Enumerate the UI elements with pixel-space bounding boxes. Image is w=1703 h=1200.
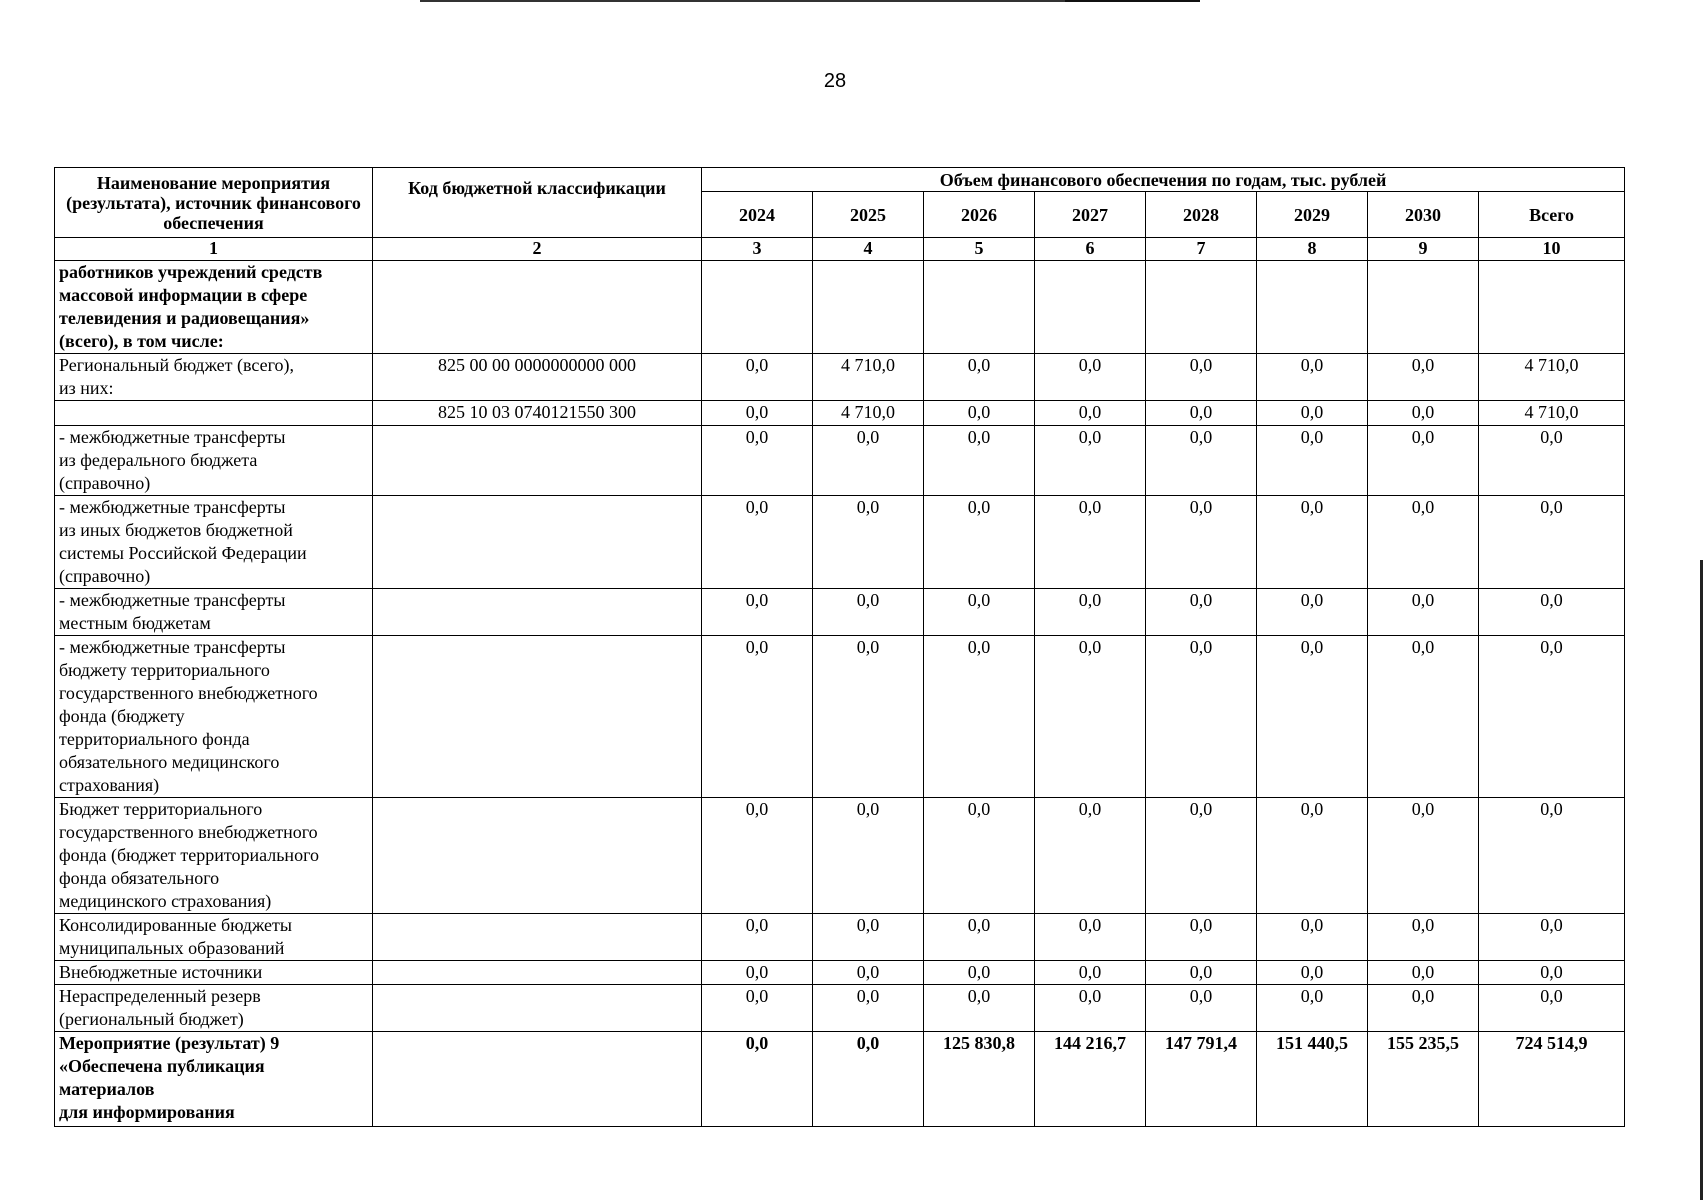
column-number: 3 [702, 238, 813, 261]
header-total: Всего [1479, 192, 1625, 238]
row-value: 0,0 [1257, 496, 1368, 589]
table-row [55, 985, 1625, 1032]
column-numbers-row [55, 238, 1625, 261]
row-value: 151 440,5 [1257, 1032, 1368, 1127]
row-value: 0,0 [1368, 636, 1479, 798]
row-value: 0,0 [702, 985, 813, 1032]
row-code: 825 00 00 0000000000 000 [373, 354, 702, 401]
row-value: 0,0 [924, 961, 1035, 985]
row-total: 4 710,0 [1479, 354, 1625, 401]
row-value: 0,0 [1257, 401, 1368, 426]
row-total: 0,0 [1479, 798, 1625, 914]
row-code [373, 636, 702, 798]
row-value: 0,0 [1257, 961, 1368, 985]
row-value: 0,0 [1035, 426, 1146, 496]
row-value: 125 830,8 [924, 1032, 1035, 1127]
row-total: 0,0 [1479, 496, 1625, 589]
row-name: - межбюджетные трансферты из иных бюджетов бюджетной системы Российской Федерации (справочно) [55, 496, 373, 589]
table-row [55, 914, 1625, 961]
row-value: 0,0 [702, 496, 813, 589]
row-value: 0,0 [924, 636, 1035, 798]
row-value: 0,0 [1146, 426, 1257, 496]
row-value: 0,0 [1146, 798, 1257, 914]
row-total: 0,0 [1479, 914, 1625, 961]
row-value: 0,0 [1368, 914, 1479, 961]
row-value: 0,0 [924, 589, 1035, 636]
table-row [55, 426, 1625, 496]
row-value: 0,0 [1146, 496, 1257, 589]
header-year: 2030 [1368, 192, 1479, 238]
row-value: 0,0 [924, 798, 1035, 914]
row-value [1035, 261, 1146, 354]
row-total: 0,0 [1479, 985, 1625, 1032]
header-volume: Объем финансового обеспечения по годам, тыс. рублей [702, 168, 1625, 192]
row-value [1257, 261, 1368, 354]
row-name: - межбюджетные трансферты бюджету территориального государственного внебюджетного фонда (бюджету территориального фонда обязательного медицинского страхования) [55, 636, 373, 798]
row-value: 0,0 [1035, 961, 1146, 985]
header-code: Код бюджетной классификации [373, 168, 702, 238]
table-row [55, 1032, 1625, 1127]
table-row [55, 798, 1625, 914]
row-value: 0,0 [1368, 589, 1479, 636]
row-value: 0,0 [1035, 914, 1146, 961]
table-row [55, 589, 1625, 636]
row-total: 0,0 [1479, 961, 1625, 985]
row-value: 0,0 [702, 426, 813, 496]
row-value: 0,0 [1257, 354, 1368, 401]
row-code [373, 496, 702, 589]
row-value: 0,0 [924, 401, 1035, 426]
header-year: 2025 [813, 192, 924, 238]
row-value: 0,0 [702, 589, 813, 636]
row-value: 0,0 [1146, 354, 1257, 401]
row-value: 4 710,0 [813, 401, 924, 426]
row-value: 0,0 [1368, 961, 1479, 985]
row-value: 0,0 [1257, 426, 1368, 496]
row-value [702, 261, 813, 354]
row-code [373, 261, 702, 354]
row-value: 0,0 [1035, 798, 1146, 914]
row-value: 0,0 [1368, 798, 1479, 914]
row-value: 0,0 [702, 914, 813, 961]
row-value: 0,0 [1146, 589, 1257, 636]
table-row [55, 496, 1625, 589]
row-value: 0,0 [924, 914, 1035, 961]
row-value: 0,0 [702, 798, 813, 914]
row-value: 0,0 [1368, 496, 1479, 589]
row-value: 0,0 [1257, 985, 1368, 1032]
row-value [924, 261, 1035, 354]
column-number: 4 [813, 238, 924, 261]
column-number: 5 [924, 238, 1035, 261]
row-code [373, 914, 702, 961]
row-value: 155 235,5 [1368, 1032, 1479, 1127]
column-number: 1 [55, 238, 373, 261]
row-total: 724 514,9 [1479, 1032, 1625, 1127]
scan-edge-line [1065, 0, 1200, 2]
row-code [373, 961, 702, 985]
row-name: работников учреждений средств массовой информации в сфере телевидения и радиовещания» (всего), в том числе: [55, 261, 373, 354]
column-number: 8 [1257, 238, 1368, 261]
column-number: 10 [1479, 238, 1625, 261]
row-name: Внебюджетные источники [55, 961, 373, 985]
row-value: 0,0 [1368, 354, 1479, 401]
row-value: 4 710,0 [813, 354, 924, 401]
row-value: 144 216,7 [1035, 1032, 1146, 1127]
row-code [373, 985, 702, 1032]
row-value: 0,0 [1257, 914, 1368, 961]
row-value: 0,0 [702, 961, 813, 985]
row-value: 0,0 [1257, 798, 1368, 914]
page-number: 28 [823, 70, 847, 92]
row-value: 0,0 [702, 636, 813, 798]
row-name: Мероприятие (результат) 9 «Обеспечена публикация материалов для информирования [55, 1032, 373, 1127]
row-value: 0,0 [813, 1032, 924, 1127]
row-value: 0,0 [1257, 589, 1368, 636]
row-total [1479, 261, 1625, 354]
row-value: 0,0 [1146, 961, 1257, 985]
row-value: 0,0 [1257, 636, 1368, 798]
row-total: 4 710,0 [1479, 401, 1625, 426]
header-year: 2029 [1257, 192, 1368, 238]
table-row [55, 354, 1625, 401]
row-total: 0,0 [1479, 589, 1625, 636]
row-value [1368, 261, 1479, 354]
row-value: 147 791,4 [1146, 1032, 1257, 1127]
row-value: 0,0 [1368, 401, 1479, 426]
row-value: 0,0 [1368, 426, 1479, 496]
row-value: 0,0 [924, 426, 1035, 496]
column-number: 9 [1368, 238, 1479, 261]
row-value: 0,0 [1035, 589, 1146, 636]
row-value: 0,0 [1146, 985, 1257, 1032]
row-value [1146, 261, 1257, 354]
row-value: 0,0 [1035, 401, 1146, 426]
row-value: 0,0 [813, 914, 924, 961]
row-value: 0,0 [813, 496, 924, 589]
row-name [55, 401, 373, 426]
row-value: 0,0 [813, 961, 924, 985]
row-name: Нераспределенный резерв (региональный бюджет) [55, 985, 373, 1032]
table-row [55, 961, 1625, 985]
row-code [373, 798, 702, 914]
row-value: 0,0 [1146, 401, 1257, 426]
table-row [55, 261, 1625, 354]
row-value: 0,0 [924, 985, 1035, 1032]
row-value: 0,0 [924, 354, 1035, 401]
row-name: - межбюджетные трансферты местным бюджетам [55, 589, 373, 636]
row-code [373, 589, 702, 636]
row-value: 0,0 [813, 636, 924, 798]
row-value: 0,0 [1035, 985, 1146, 1032]
row-total: 0,0 [1479, 636, 1625, 798]
budget-table [54, 167, 1625, 1127]
row-code: 825 10 03 0740121550 300 [373, 401, 702, 426]
header-year: 2027 [1035, 192, 1146, 238]
header-year: 2026 [924, 192, 1035, 238]
header-year: 2024 [702, 192, 813, 238]
row-value: 0,0 [1035, 636, 1146, 798]
row-total: 0,0 [1479, 426, 1625, 496]
row-value: 0,0 [813, 426, 924, 496]
row-value: 0,0 [702, 1032, 813, 1127]
row-value: 0,0 [1368, 985, 1479, 1032]
row-value: 0,0 [924, 496, 1035, 589]
row-value: 0,0 [813, 985, 924, 1032]
row-name: Консолидированные бюджеты муниципальных образований [55, 914, 373, 961]
row-value: 0,0 [702, 354, 813, 401]
column-number: 2 [373, 238, 702, 261]
row-value: 0,0 [813, 589, 924, 636]
column-number: 6 [1035, 238, 1146, 261]
row-code [373, 1032, 702, 1127]
header-year: 2028 [1146, 192, 1257, 238]
column-number: 7 [1146, 238, 1257, 261]
row-value: 0,0 [1035, 354, 1146, 401]
row-value: 0,0 [1146, 636, 1257, 798]
table-row [55, 636, 1625, 798]
row-code [373, 426, 702, 496]
row-name: - межбюджетные трансферты из федерального бюджета (справочно) [55, 426, 373, 496]
row-value: 0,0 [813, 798, 924, 914]
row-value [813, 261, 924, 354]
row-value: 0,0 [1146, 914, 1257, 961]
row-value: 0,0 [1035, 496, 1146, 589]
header-name: Наименование мероприятия (результата), источник финансового обеспечения [55, 168, 373, 238]
row-name: Региональный бюджет (всего), из них: [55, 354, 373, 401]
row-name: Бюджет территориального государственного внебюджетного фонда (бюджет территориального фонда обязательного медицинского страхования) [55, 798, 373, 914]
row-value: 0,0 [702, 401, 813, 426]
table-row [55, 401, 1625, 426]
